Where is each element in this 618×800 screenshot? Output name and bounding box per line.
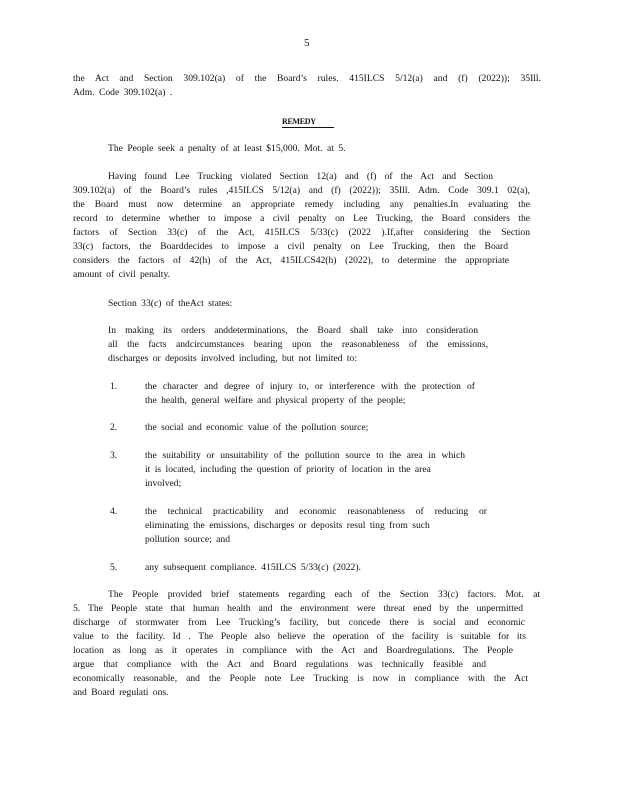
paragraph-penalty: The People seek a penalty of at least $15,000. Mot. at 5. bbox=[108, 143, 346, 154]
paragraph-people-line: value to the facility. Id . The People also believe the operation of the facility is suitable for its bbox=[73, 631, 526, 642]
page-number: 5 bbox=[304, 37, 310, 49]
paragraph-people-line: and Board regulati ons. bbox=[73, 687, 169, 698]
factor-text-line: it is located, including the question of priority of location in the area bbox=[145, 464, 431, 475]
factor-number: 2. bbox=[110, 422, 118, 433]
factor-text-line: the social and economic value of the pollution source; bbox=[145, 422, 369, 433]
paragraph-people-line: economically reasonable, and the People note Lee Trucking is now in compliance with the Act bbox=[73, 673, 528, 684]
paragraph-found-line: 309.102(a) of the Board’s rules ,415ILCS 5/12(a) and (f) (2022)); 35Ill. Adm. Code 309.1 02(a), bbox=[73, 185, 530, 196]
intro-line-2: Adm. Code 309.102(a) . bbox=[73, 87, 173, 98]
factor-text-line: the health, general welfare and physical property of the people; bbox=[145, 395, 406, 406]
quote-line: In making its orders anddeterminations, the Board shall take into consideration bbox=[108, 325, 478, 336]
paragraph-found-line: 33(c) factors, the Boarddecides to impose a civil penalty on Lee Trucking, then the Board bbox=[73, 241, 508, 252]
paragraph-found-line: factors of Section 33(c) of the Act, 415ILCS 5/33(c) (2022 ).If,after considering the Section bbox=[73, 227, 530, 238]
factor-number: 5. bbox=[110, 562, 118, 573]
factor-number: 3. bbox=[110, 450, 118, 461]
factor-text-line: the technical practicability and economic reasonableness of reducing or bbox=[145, 506, 487, 517]
paragraph-people-line: location as long as it operates in compliance with the Act and Boardregulations. The People bbox=[73, 645, 513, 656]
section-heading: REMEDY bbox=[282, 117, 316, 126]
paragraph-found-line: considers the factors of 42(h) of the Act, 415ILCS42(h) (2022), to determine the appropriate bbox=[73, 255, 509, 266]
heading-underline bbox=[282, 127, 334, 128]
quote-line: all the facts andcircumstances bearing upon the reasonableness of the emissions, bbox=[108, 339, 488, 350]
quote-line: discharges or deposits involved including, but not limited to: bbox=[108, 353, 357, 364]
factor-text-line: the suitability or unsuitability of the pollution source to the area in which bbox=[145, 450, 465, 461]
factor-text-line: involved; bbox=[145, 478, 182, 489]
paragraph-people-line: discharge of stormwater from Lee Trucking’s facility, but concede there is social and economic bbox=[73, 617, 525, 628]
paragraph-people-line: 5. The People state that human health and the environment were threat ened by the unpermitted bbox=[73, 603, 523, 614]
paragraph-found-line: Having found Lee Trucking violated Section 12(a) and (f) of the Act and Section bbox=[108, 171, 493, 182]
factor-number: 1. bbox=[110, 381, 118, 392]
intro-line-1: the Act and Section 309.102(a) of the Board’s rules. 415ILCS 5/12(a) and (f) (2022)); 35Ill. bbox=[73, 73, 541, 84]
section-intro: Section 33(c) of theAct states: bbox=[108, 298, 233, 309]
paragraph-people-line: The People provided brief statements regarding each of the Section 33(c) factors. Mot. at bbox=[108, 589, 540, 600]
paragraph-found-line: the Board must now determine an appropriate remedy including any penalties.In evaluating the bbox=[73, 199, 530, 210]
factor-text-line: eliminating the emissions, discharges or deposits resul ting from such bbox=[145, 520, 430, 531]
paragraph-found-line: amount of civil penalty. bbox=[73, 269, 171, 280]
factor-text-line: any subsequent compliance. 415ILCS 5/33(c) (2022). bbox=[145, 562, 361, 573]
paragraph-found-line: record to determine whether to impose a civil penalty on Lee Trucking, the Board considers the bbox=[73, 213, 530, 224]
factor-text-line: the character and degree of injury to, or interference with the protection of bbox=[145, 381, 475, 392]
paragraph-people-line: argue that compliance with the Act and Board regulations was technically feasible and bbox=[73, 659, 486, 670]
factor-number: 4. bbox=[110, 506, 118, 517]
factor-text-line: pollution source; and bbox=[145, 534, 230, 545]
